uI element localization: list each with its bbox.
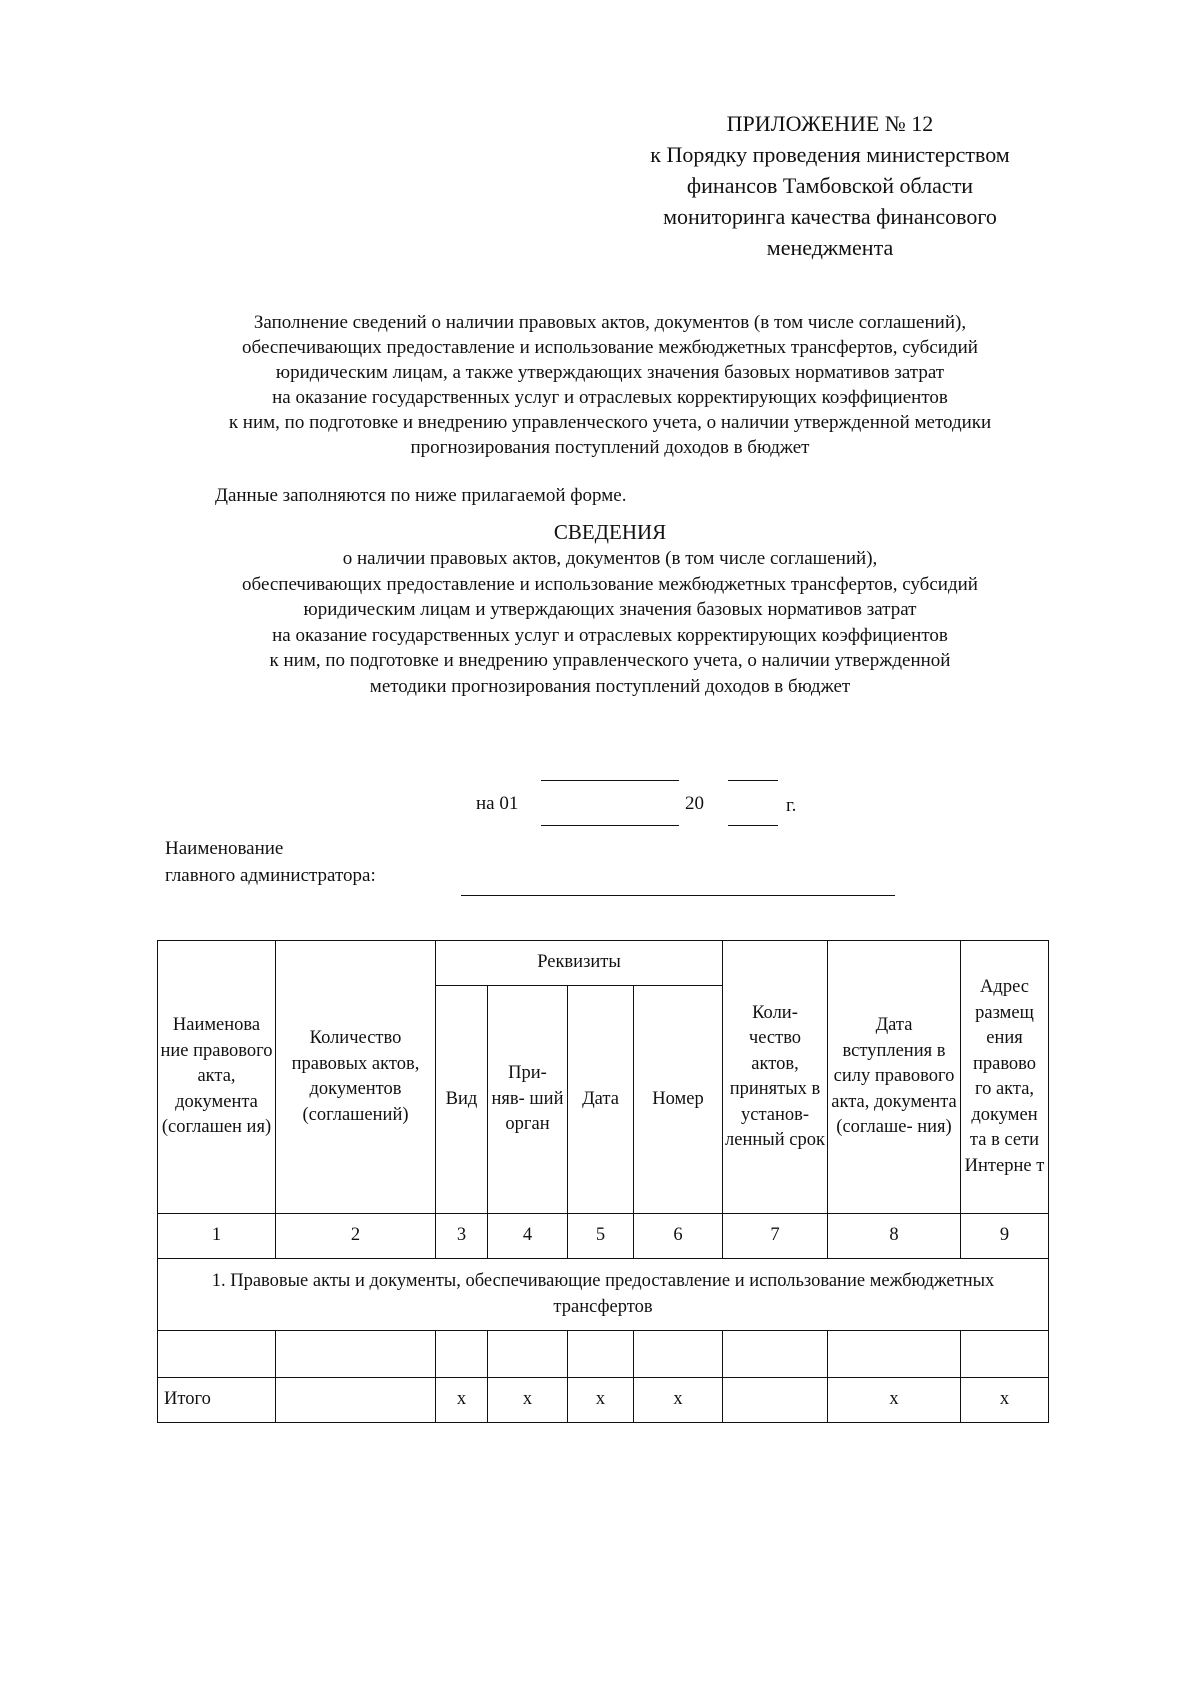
admin-name-field[interactable] <box>461 895 895 896</box>
date-suffix: г. <box>786 795 797 816</box>
intro-line: на оказание государственных услуг и отраслевых корректирующих коэффициентов <box>272 387 948 408</box>
date-year-line-top <box>728 780 778 781</box>
appendix-line: мониторинга качества финансового <box>663 204 997 229</box>
header-type: Вид <box>436 986 488 1214</box>
total-cell: x <box>828 1378 961 1423</box>
table-cell[interactable] <box>568 1331 634 1378</box>
header-issuing-body: При- няв- ший орган <box>488 986 568 1214</box>
column-number: 9 <box>961 1214 1049 1259</box>
section-1-heading: 1. Правовые акты и документы, обеспечивающие предоставление и использование межбюджетных трансфертов <box>158 1259 1049 1331</box>
header-acts-count: Количество правовых актов, документов (соглашений) <box>276 941 436 1214</box>
table-cell[interactable] <box>723 1331 828 1378</box>
subtitle-line: обеспечивающих предоставление и использование межбюджетных трансфертов, субсидий <box>242 573 978 595</box>
table-cell[interactable] <box>488 1331 568 1378</box>
column-number: 6 <box>634 1214 723 1259</box>
total-cell[interactable] <box>723 1378 828 1423</box>
table-cell[interactable] <box>828 1331 961 1378</box>
table-cell[interactable] <box>436 1331 488 1378</box>
intro-line: обеспечивающих предоставление и использование межбюджетных трансфертов, субсидий <box>242 337 978 358</box>
form-subtitle <box>100 546 1120 699</box>
header-internet-address: Адрес размещ ения правово го акта, докумен та в сети Интерне т <box>961 941 1049 1214</box>
column-number: 2 <box>276 1214 436 1259</box>
header-acts-in-time: Коли- чество актов, принятых в установ- ленный срок <box>723 941 828 1214</box>
subtitle-line: методики прогнозирования поступлений доходов в бюджет <box>369 675 851 697</box>
total-cell: x <box>568 1378 634 1423</box>
header-requisites: Реквизиты <box>436 941 723 986</box>
subtitle-line: на оказание государственных услуг и отраслевых корректирующих коэффициентов <box>272 624 948 646</box>
appendix-line: финансов Тамбовской области <box>686 173 974 198</box>
header-effective-date: Дата вступления в силу правового акта, документа (соглаше- ния) <box>828 941 961 1214</box>
total-label: Итого <box>158 1378 276 1423</box>
intro-line: Заполнение сведений о наличии правовых актов, документов (в том числе соглашений), <box>253 312 967 333</box>
column-number: 5 <box>568 1214 634 1259</box>
header-act-name: Наименова ние правового акта, документа (соглашен ия) <box>158 941 276 1214</box>
intro-line: юридическим лицам, а также утверждающих значения базовых нормативов затрат <box>275 362 945 383</box>
total-cell: x <box>488 1378 568 1423</box>
date-year-field[interactable] <box>728 825 778 826</box>
column-number: 8 <box>828 1214 961 1259</box>
appendix-line: менеджмента <box>766 235 894 260</box>
total-row <box>158 1378 1049 1423</box>
header-number: Номер <box>634 986 723 1214</box>
date-prefix: на 01 <box>476 793 519 814</box>
header-date: Дата <box>568 986 634 1214</box>
total-cell: x <box>634 1378 723 1423</box>
intro-line: к ним, по подготовке и внедрению управленческого учета, о наличии утвержденной методики <box>228 412 992 433</box>
form-note: Данные заполняются по ниже прилагаемой форме. <box>215 485 627 506</box>
table-cell[interactable] <box>961 1331 1049 1378</box>
date-month-field[interactable] <box>541 825 679 826</box>
subtitle-line: о наличии правовых актов, документов (в том числе соглашений), <box>342 548 878 569</box>
date-year-prefix: 20 <box>685 793 704 814</box>
column-number: 3 <box>436 1214 488 1259</box>
intro-paragraph <box>100 310 1120 460</box>
table-cell[interactable] <box>634 1331 723 1378</box>
appendix-line: к Порядку проведения министерством <box>650 142 1010 167</box>
table-cell[interactable] <box>158 1331 276 1378</box>
appendix-header <box>600 108 1060 263</box>
total-cell: x <box>961 1378 1049 1423</box>
intro-line: прогнозирования поступлений доходов в бюджет <box>410 437 810 458</box>
table-row <box>158 1331 1049 1378</box>
appendix-line: ПРИЛОЖЕНИЕ № 12 <box>726 111 934 136</box>
date-day-line-top <box>541 780 679 781</box>
total-cell: x <box>436 1378 488 1423</box>
admin-label-2: главного администратора: <box>165 865 376 886</box>
subtitle-line: к ним, по подготовке и внедрению управленческого учета, о наличии утвержденной <box>269 650 951 671</box>
admin-label-1: Наименование <box>165 838 284 859</box>
total-cell[interactable] <box>276 1378 436 1423</box>
form-title: СВЕДЕНИЯ <box>553 520 667 544</box>
legal-acts-table <box>157 940 1049 1423</box>
subtitle-line: юридическим лицам и утверждающих значения базовых нормативов затрат <box>303 599 917 620</box>
column-number: 7 <box>723 1214 828 1259</box>
column-numbers-row <box>158 1214 1049 1259</box>
column-number: 1 <box>158 1214 276 1259</box>
column-number: 4 <box>488 1214 568 1259</box>
table-cell[interactable] <box>276 1331 436 1378</box>
